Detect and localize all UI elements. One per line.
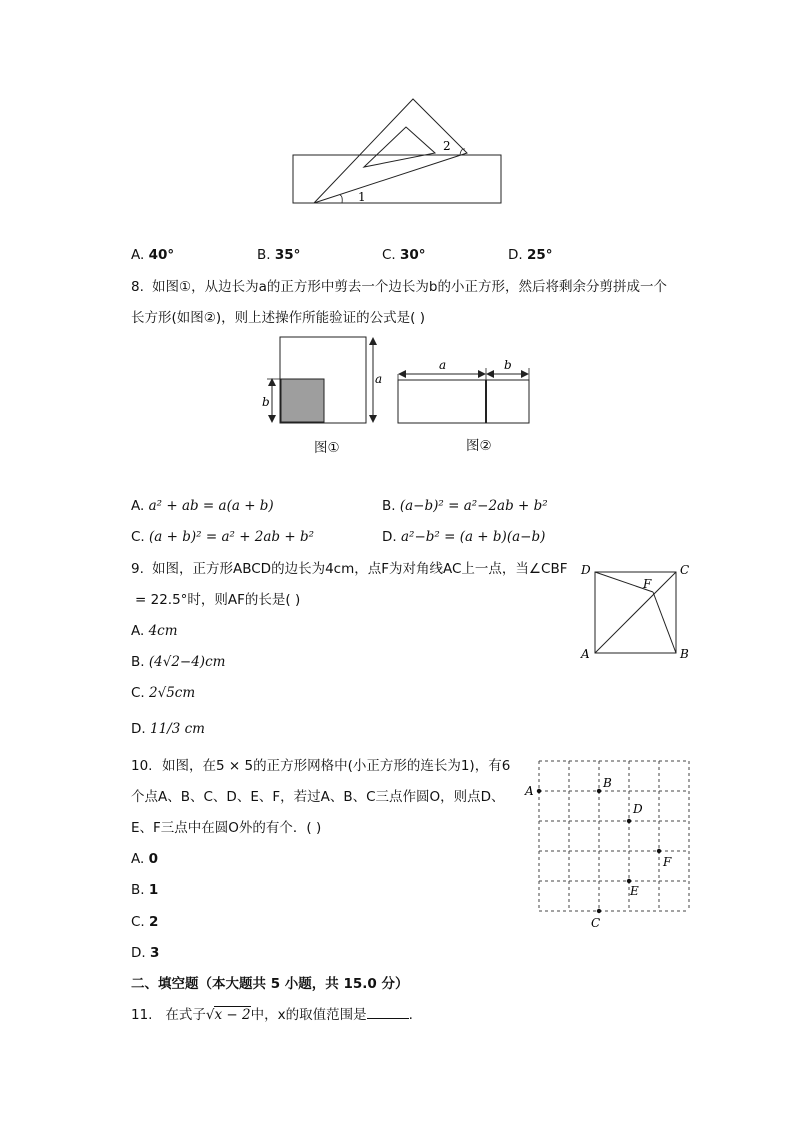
point-e [627, 879, 631, 883]
label-f: F [643, 577, 652, 591]
q8-stem-line2: 长方形(如图②)，则上述操作所能验证的公式是( ) [131, 310, 425, 326]
label-f: F [663, 855, 672, 869]
q7-figure [290, 95, 505, 207]
set-square-inner [364, 127, 435, 167]
q8-number: 8. [131, 279, 144, 295]
q10-number: 10. [131, 758, 153, 774]
q9-option-d: D. 11/3 cm [131, 721, 205, 737]
label-d: D [581, 563, 591, 577]
q10-option-b: B. 1 [131, 882, 159, 898]
point-b [597, 789, 601, 793]
angle2-label: 2 [443, 139, 451, 153]
q10-stem-line2: 个点A、B、C、D、E、F，若过A、B、C三点作圆O，则点D、 [131, 789, 505, 805]
dashed-grid [539, 761, 689, 911]
q7-option-a: A. 40° [131, 247, 175, 263]
q10-stem-line3: E、F三点中在圆O外的有个．( ) [131, 820, 322, 836]
label-a: A [525, 784, 534, 798]
q8-option-b: B. (a−b)² = a²−2ab + b² [382, 498, 548, 514]
section2-heading: 二、填空题（本大题共 5 小题，共 15.0 分） [131, 976, 409, 992]
fig1-label-b: b [262, 395, 270, 409]
fig1-label-a: a [375, 372, 383, 386]
label-d: D [633, 802, 643, 816]
q11-end: . [408, 1007, 413, 1023]
label-a: A [581, 647, 590, 661]
q10-grid-figure [520, 755, 700, 935]
q10-option-a: A. 0 [131, 851, 158, 867]
label-b: B [680, 647, 689, 661]
q9-option-a: A. 4cm [131, 623, 178, 639]
q7-option-d: D. 25° [508, 247, 553, 263]
small-square-shaded [281, 379, 324, 422]
q9-stem-line1: 如图，正方形ABCD的边长为4cm，点F为对角线AC上一点，当∠CBF [152, 561, 568, 577]
q8-stem-line1: 如图①，从边长为a的正方形中剪去一个边长为b的小正方形，然后将剩余分剪拼成一个 [152, 279, 667, 295]
fig2-label-a: a [439, 358, 447, 372]
q9-number: 9. [131, 561, 144, 577]
sqrt-sign: √ [205, 1007, 215, 1023]
label-c: C [591, 916, 601, 930]
q8-option-d: D. a²−b² = (a + b)(a−b) [382, 529, 546, 545]
q9-stem-line2: = 22.5°时，则AF的长是( ) [135, 592, 301, 608]
q10-option-d: D. 3 [131, 945, 160, 961]
q10-stem-line1: 如图，在5 × 5的正方形网格中(小正方形的连长为1)，有6 [162, 758, 511, 774]
label-c: C [680, 563, 690, 577]
q9-option-b: B. (4√2−4)cm [131, 654, 226, 670]
q8-figure2 [394, 356, 534, 428]
q7-option-c: C. 30° [382, 247, 426, 263]
point-f [657, 849, 661, 853]
angle1-label: 1 [358, 190, 366, 204]
point-c [597, 909, 601, 913]
q8-fig2-caption: 图② [466, 438, 492, 454]
q7-option-b: B. 35° [257, 247, 301, 263]
fig2-label-b: b [504, 358, 512, 372]
point-a [537, 789, 541, 793]
q11-prefix: 在式子 [165, 1007, 206, 1023]
point-d [627, 819, 631, 823]
q10-option-c: C. 2 [131, 914, 159, 930]
q8-option-c: C. (a + b)² = a² + 2ab + b² [131, 529, 315, 545]
angle1-arc [340, 195, 342, 203]
q11 [131, 1006, 413, 1024]
diagonal-ac [595, 572, 676, 653]
q11-radicand: x − 2 [214, 1007, 251, 1023]
label-e: E [630, 884, 639, 898]
q9-option-c: C. 2√5cm [131, 685, 196, 701]
ruler [293, 155, 501, 203]
answer-blank[interactable] [367, 1006, 409, 1019]
q8-fig1-caption: 图① [314, 440, 340, 456]
long-rectangle [398, 380, 529, 423]
label-b: B [603, 776, 612, 790]
q11-number: 11. [131, 1007, 153, 1023]
segment-bf [653, 592, 676, 653]
q11-suffix: 中，x的取值范围是 [250, 1007, 367, 1023]
q9-figure [578, 558, 698, 662]
q8-figure1 [258, 332, 388, 428]
q8-option-a: A. a² + ab = a(a + b) [131, 498, 274, 514]
